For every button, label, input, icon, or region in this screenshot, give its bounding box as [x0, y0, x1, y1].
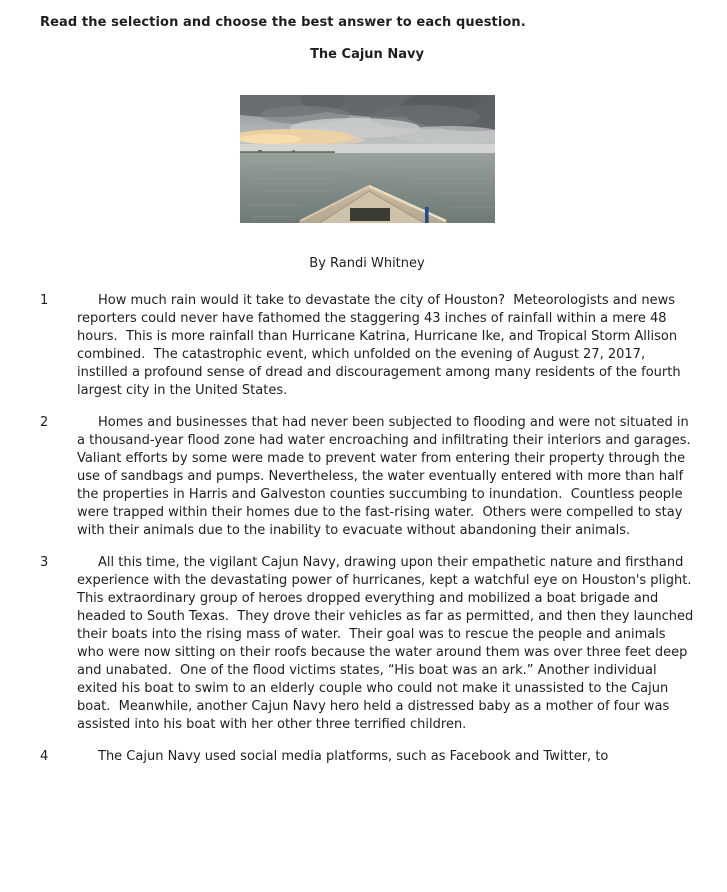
paragraph-text: All this time, the vigilant Cajun Navy, drawing upon their empathetic nature and firsthand experience with the devastating power of hurricanes, kept a watchful eye on Houston's plight. This extraordinary group of heroes dropped everything and mobilized a boat brigade and headed to South Texas. They drove their vehicles as far as permitted, and then they launched their boats into the rising mass of water. Their goal was to rescue the people and animals who were now sitting on their roofs because the water around them was over three feet deep and unabated. One of the flood victims states, “His boat was an ark.” Another individual exited his boat to swim to an elderly couple who could not make it unassisted to the Cajun boat. Meanwhile, another Cajun Navy hero held a distressed baby as a mother of four was assisted into his boat with her other three terrified children. [77, 555, 700, 732]
instruction-text: Read the selection and choose the best answer to each question. [40, 15, 526, 30]
paragraph-3 [40, 554, 700, 734]
paragraph-number: 4 [40, 749, 49, 764]
paragraph-text: Homes and businesses that had never been subjected to flooding and were not situated in a thousand-year flood zone had water encroaching and infiltrating their interiors and garages. Valiant efforts by some were made to prevent water from entering their property through the use of sandbags and pumps. Nevertheless, the water eventually entered with more than half the properties in Harris and Galveston counties succumbing to inundation. Countless people were trapped within their homes due to the fast-rising water. Others were compelled to stay with their animals due to the inability to evacuate without abandoning their animals. [77, 415, 699, 538]
paragraph-1 [40, 292, 694, 400]
byline: By Randi Whitney [309, 256, 425, 271]
paragraph-2 [40, 414, 699, 540]
boat-on-open-water-photo [240, 95, 495, 223]
paragraph-4 [40, 748, 694, 766]
passage-title: The Cajun Navy [310, 47, 424, 62]
paragraph-number: 3 [40, 555, 49, 570]
paragraph-number: 1 [40, 293, 49, 308]
deck-hatch [350, 208, 390, 221]
land-strip [240, 151, 335, 153]
passage-body [40, 292, 700, 766]
passage-photo-container [40, 95, 694, 223]
paragraph-text: How much rain would it take to devastate the city of Houston? Meteorologists and news reporters could never have fathomed the staggering 43 inches of rainfall within a mere 48 hours. This is more rainfall than Hurricane Katrina, Hurricane Ike, and Tropical Storm Allison combined. The catastrophic event, which unfolded on the evening of August 27, 2017, instilled a profound sense of dread and discouragement among many residents of the fourth largest city in the United States. [77, 293, 685, 398]
paragraph-text: The Cajun Navy used social media platforms, such as Facebook and Twitter, to [98, 749, 609, 764]
paragraph-number: 2 [40, 415, 49, 430]
blue-rod [425, 207, 429, 223]
